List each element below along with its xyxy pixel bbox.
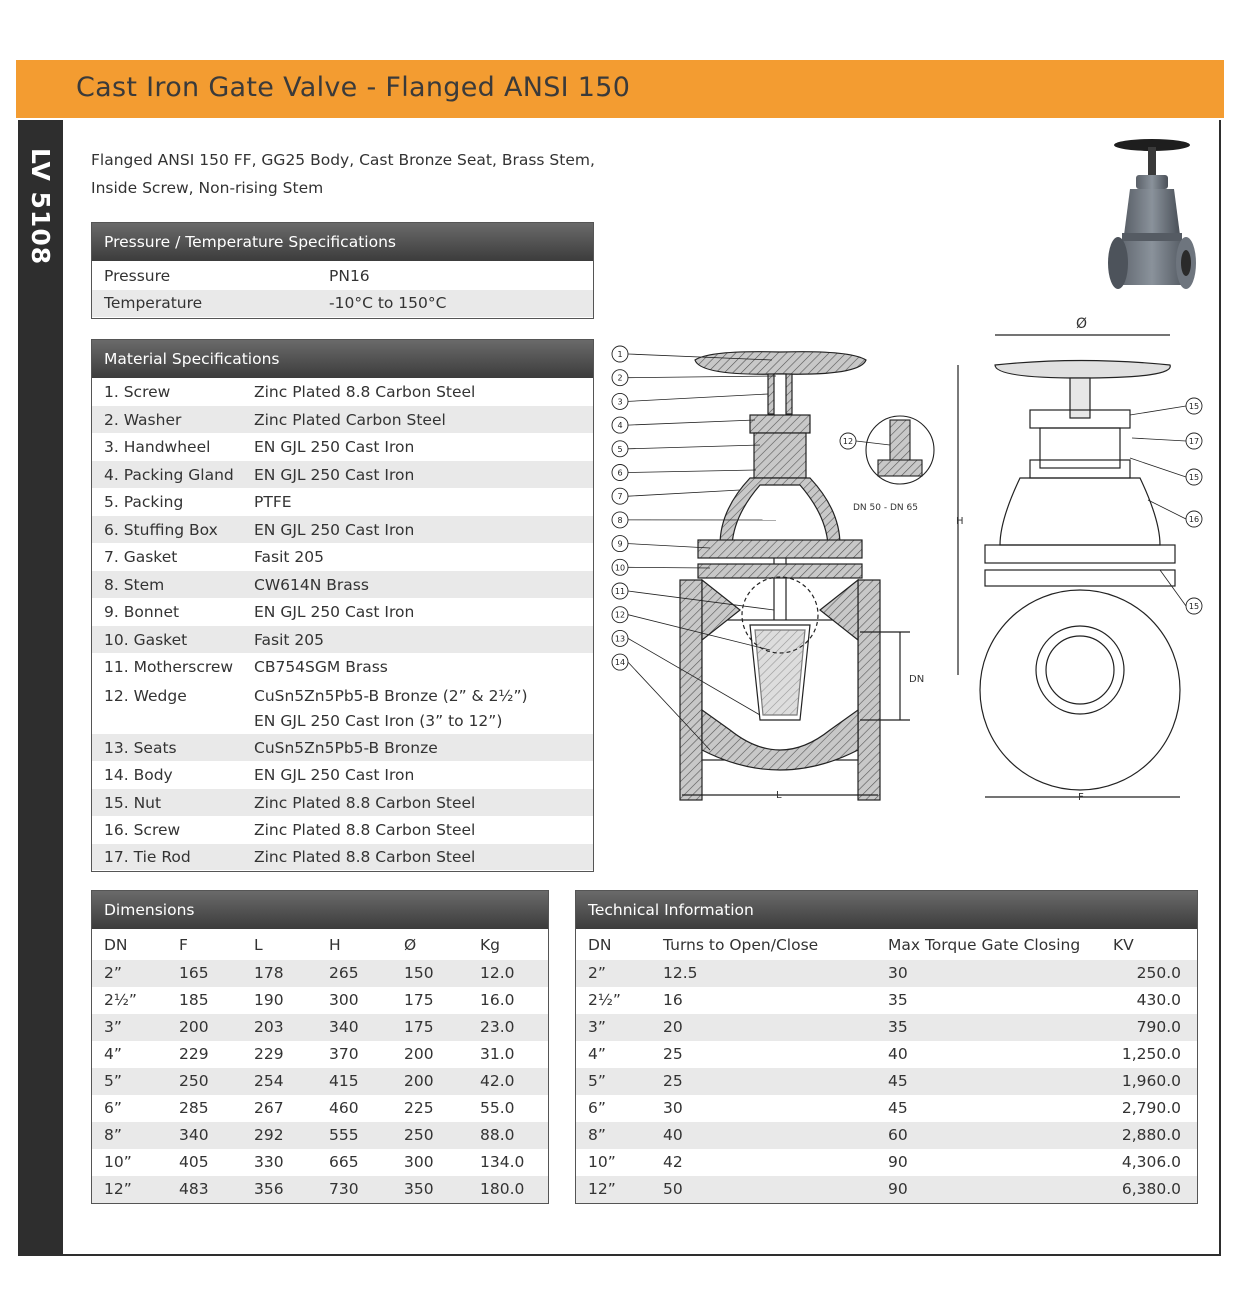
spec-label: Temperature [104,294,203,312]
material-item: 1. Screw [104,383,171,401]
table-cell: 35 [888,1018,908,1036]
callout-leader [1130,458,1186,477]
callout-number: 15 [1188,402,1200,411]
table-cell: 665 [329,1153,359,1171]
material-item: 2. Washer [104,410,182,429]
description-line: Flanged ANSI 150 FF, GG25 Body, Cast Bronze Seat, Brass Stem, [91,151,595,169]
table-row [92,816,593,844]
length-label: L [776,790,782,801]
table-cell: 55.0 [480,1099,515,1117]
callout-number: 10 [614,563,626,573]
material-item: 10. Gasket [104,630,188,649]
callout-number: 6 [617,468,623,478]
table-row [92,761,593,789]
callout-leader [628,376,776,378]
column-header: H [329,936,341,954]
technical-information-table [575,890,1198,1204]
table-cell: 185 [179,991,209,1009]
material-item: 13. Seats [104,738,177,757]
table-cell: 40 [888,1045,908,1063]
callout-number: 9 [617,539,623,549]
table-row [92,433,593,461]
table-cell: 5” [104,1072,122,1090]
callout-number: 3 [617,397,623,407]
table-row [92,378,593,406]
table-cell: 40 [663,1126,683,1144]
material-heading: Material Specifications [92,340,593,378]
material-value: Fasit 205 [254,630,324,649]
material-value-secondary: EN GJL 250 Cast Iron (3” to 12”) [254,711,503,730]
table-cell: 10” [104,1153,132,1171]
table-row [92,626,593,654]
callout-number: 12 [842,437,854,446]
table-cell: 3” [588,1018,606,1036]
material-item: 12. Wedge [104,686,187,705]
valve-technical-drawing [600,310,1220,810]
material-item: 8. Stem [104,575,165,594]
table-row [92,598,593,626]
table-cell: 190 [254,991,284,1009]
material-value: CuSn5Zn5Pb5-B Bronze [254,738,438,757]
table-cell: 45 [888,1072,908,1090]
material-value: EN GJL 250 Cast Iron [254,766,415,784]
column-header: L [254,936,263,954]
callout-number: 16 [1188,515,1200,524]
material-value: Fasit 205 [254,548,324,566]
material-value: EN GJL 250 Cast Iron [254,438,415,456]
material-value: Zinc Plated 8.8 Carbon Steel [254,793,476,812]
table-cell: 555 [329,1126,359,1144]
table-row [576,1041,1197,1068]
table-row [576,987,1197,1014]
table-row [92,461,593,489]
table-row [92,261,593,290]
material-item: 17. Tie Rod [104,847,191,866]
table-cell: 2,880.0 [1121,1126,1181,1144]
spec-value: PN16 [329,267,370,285]
callout-number: 1 [617,350,623,359]
material-specifications-table [91,339,594,872]
table-cell: 23.0 [480,1018,515,1036]
table-cell: 203 [254,1018,284,1036]
table-cell: 10” [588,1153,616,1171]
table-cell: 178 [254,964,284,982]
valve-photo [1100,135,1198,305]
table-cell: 2½” [104,991,137,1009]
table-row [92,734,593,762]
table-cell: 45 [888,1099,908,1117]
description-line: Inside Screw, Non-rising Stem [91,179,324,197]
table-cell: 340 [329,1018,359,1036]
table-row [92,789,593,817]
table-cell: 300 [329,991,359,1009]
callout-leader [1160,570,1186,606]
material-value: Zinc Plated 8.8 Carbon Steel [254,847,476,866]
table-row [92,571,593,599]
material-value: EN GJL 250 Cast Iron [254,520,415,539]
table-cell: 31.0 [480,1045,515,1063]
table-cell: 430.0 [1136,991,1181,1009]
detail-caption: DN 50 - DN 65 [853,503,918,513]
material-value: CuSn5Zn5Pb5-B Bronze (2” & 2½”) [254,686,528,705]
product-code: LV 5108 [26,148,55,266]
table-header-row [576,929,1197,960]
column-header: Turns to Open/Close [663,936,819,954]
table-row [92,516,593,544]
callout-number: 14 [614,658,626,668]
table-cell: 229 [179,1045,209,1063]
material-value: Zinc Plated Carbon Steel [254,410,446,429]
column-header: Kg [480,936,501,954]
page-title: Cast Iron Gate Valve - Flanged ANSI 150 [76,72,631,103]
table-cell: 229 [254,1045,284,1063]
material-rows [92,378,593,870]
table-cell: 4,306.0 [1121,1153,1181,1171]
table-row [92,653,593,681]
callout-number: 4 [617,421,623,431]
table-cell: 200 [404,1072,434,1090]
table-row [92,290,593,317]
material-value: CB754SGM Brass [254,658,388,676]
table-cell: 90 [888,1153,908,1171]
side-view [958,335,1180,797]
table-cell: 175 [404,1018,434,1036]
table-cell: 267 [254,1099,284,1117]
table-cell: 8” [588,1126,606,1144]
technical-heading: Technical Information [576,891,1197,929]
column-header: KV [1113,936,1134,954]
callout-leader [628,420,755,425]
table-cell: 225 [404,1099,434,1117]
callout-number: 2 [617,373,623,383]
table-cell: 134.0 [480,1153,525,1171]
table-cell: 50 [663,1180,683,1198]
dimensions-table [91,890,549,1204]
callout-leader [628,490,740,496]
material-item: 11. Motherscrew [104,658,234,676]
table-cell: 4” [588,1045,606,1063]
callout-leader [628,470,756,473]
column-header: DN [104,936,128,954]
table-cell: 12” [104,1180,132,1198]
table-cell: 483 [179,1180,209,1198]
table-cell: 16 [663,991,683,1009]
table-row [92,1068,548,1095]
material-item: 9. Bonnet [104,603,180,621]
material-item: 16. Screw [104,821,181,839]
table-cell: 200 [179,1018,209,1036]
table-row [92,488,593,516]
table-row [92,543,593,571]
table-cell: 175 [404,991,434,1009]
material-value: EN GJL 250 Cast Iron [254,603,415,621]
table-cell: 12.0 [480,964,515,982]
table-cell: 165 [179,964,209,982]
table-row [92,681,593,734]
spec-label: Pressure [104,267,171,285]
table-cell: 42.0 [480,1072,515,1090]
table-cell: 20 [663,1018,683,1036]
column-header: Max Torque Gate Closing [888,936,1081,954]
table-cell: 30 [663,1099,683,1117]
table-cell: 250 [179,1072,209,1090]
table-cell: 292 [254,1126,284,1144]
table-cell: 6” [588,1099,606,1117]
callout-leader [628,445,760,449]
table-header-row [92,929,548,960]
height-label: H [956,516,964,527]
material-item: 6. Stuffing Box [104,520,218,539]
table-cell: 16.0 [480,991,515,1009]
column-header: F [179,936,188,954]
table-cell: 60 [888,1126,908,1144]
table-row [92,987,548,1014]
side-bar [18,120,63,1256]
table-cell: 1,960.0 [1121,1072,1181,1090]
table-cell: 730 [329,1180,359,1198]
table-cell: 370 [329,1045,359,1063]
table-cell: 150 [404,964,434,982]
callout-leader [1148,500,1186,519]
table-cell: 415 [329,1072,359,1090]
table-cell: 88.0 [480,1126,515,1144]
table-cell: 405 [179,1153,209,1171]
table-cell: 25 [663,1045,683,1063]
table-cell: 1,250.0 [1121,1045,1181,1063]
table-row [92,1041,548,1068]
detail-view [866,416,934,484]
title-banner [16,60,1224,118]
callout-number: 8 [617,515,623,525]
material-item: 4. Packing Gland [104,465,234,484]
material-value: EN GJL 250 Cast Iron [254,465,415,484]
face-label: F [1078,792,1084,803]
product-description [91,146,661,202]
table-cell: 330 [254,1153,284,1171]
callout-number: 7 [617,492,623,502]
table-cell: 30 [888,964,908,982]
table-cell: 12.5 [663,964,698,982]
callout-leader [1130,406,1186,415]
callout-number: 13 [614,634,626,644]
material-item: 15. Nut [104,793,162,812]
table-cell: 250 [404,1126,434,1144]
callout-number: 15 [1188,473,1200,482]
pressure-temperature-heading: Pressure / Temperature Specifications [92,223,593,261]
table-row [576,960,1197,987]
table-cell: 180.0 [480,1180,525,1198]
table-row [576,1095,1197,1122]
callout-leader [856,441,890,445]
table-cell: 3” [104,1018,122,1036]
table-row [576,1149,1197,1176]
material-item: 7. Gasket [104,548,178,566]
callout-leader [1132,438,1186,441]
table-cell: 35 [888,991,908,1009]
material-value: CW614N Brass [254,575,369,594]
table-row [92,1014,548,1041]
dimensions-body [92,929,548,1203]
callout-number: 12 [614,610,626,620]
material-item: 3. Handwheel [104,438,211,456]
diameter-label: Ø [1076,316,1088,332]
callout-number: 17 [1188,437,1200,446]
table-row [92,1176,548,1203]
callout-number: 11 [614,587,626,596]
table-cell: 285 [179,1099,209,1117]
table-cell: 350 [404,1180,434,1198]
table-cell: 250.0 [1136,964,1181,982]
table-row [92,1149,548,1176]
table-cell: 4” [104,1045,122,1063]
table-cell: 8” [104,1126,122,1144]
table-cell: 265 [329,964,359,982]
frame-bottom [18,1254,1221,1256]
table-cell: 460 [329,1099,359,1117]
table-cell: 300 [404,1153,434,1171]
callout-number: 5 [617,444,623,454]
table-cell: 42 [663,1153,683,1171]
table-row [576,1068,1197,1095]
table-cell: 340 [179,1126,209,1144]
section-view [680,352,910,800]
material-value: Zinc Plated 8.8 Carbon Steel [254,821,476,839]
table-row [576,1122,1197,1149]
table-row [92,960,548,987]
table-row [576,1176,1197,1203]
pressure-temperature-table [91,222,594,319]
spec-value: -10°C to 150°C [329,294,447,312]
table-cell: 90 [888,1180,908,1198]
material-item: 14. Body [104,766,173,784]
table-cell: 254 [254,1072,284,1090]
table-cell: 2” [104,964,122,982]
table-cell: 12” [588,1180,616,1198]
callout-number: 15 [1188,602,1200,611]
technical-body [576,929,1197,1203]
table-cell: 2” [588,964,606,982]
table-cell: 25 [663,1072,683,1090]
table-row [92,844,593,870]
table-row [92,1095,548,1122]
material-value: Zinc Plated 8.8 Carbon Steel [254,383,476,401]
table-row [92,1122,548,1149]
column-header: Ø [404,936,417,954]
table-row [576,1014,1197,1041]
table-cell: 200 [404,1045,434,1063]
column-header: DN [588,936,612,954]
material-item: 5. Packing [104,493,184,511]
table-row [92,406,593,434]
table-cell: 6” [104,1099,122,1117]
table-cell: 790.0 [1136,1018,1181,1036]
table-cell: 2,790.0 [1121,1099,1181,1117]
dimensions-heading: Dimensions [92,891,548,929]
callout-leader [628,394,768,401]
table-cell: 356 [254,1180,284,1198]
table-cell: 6,380.0 [1121,1180,1181,1198]
material-value: PTFE [254,493,292,511]
table-cell: 2½” [588,991,621,1009]
dn-label: DN [909,674,925,685]
table-cell: 5” [588,1072,606,1090]
